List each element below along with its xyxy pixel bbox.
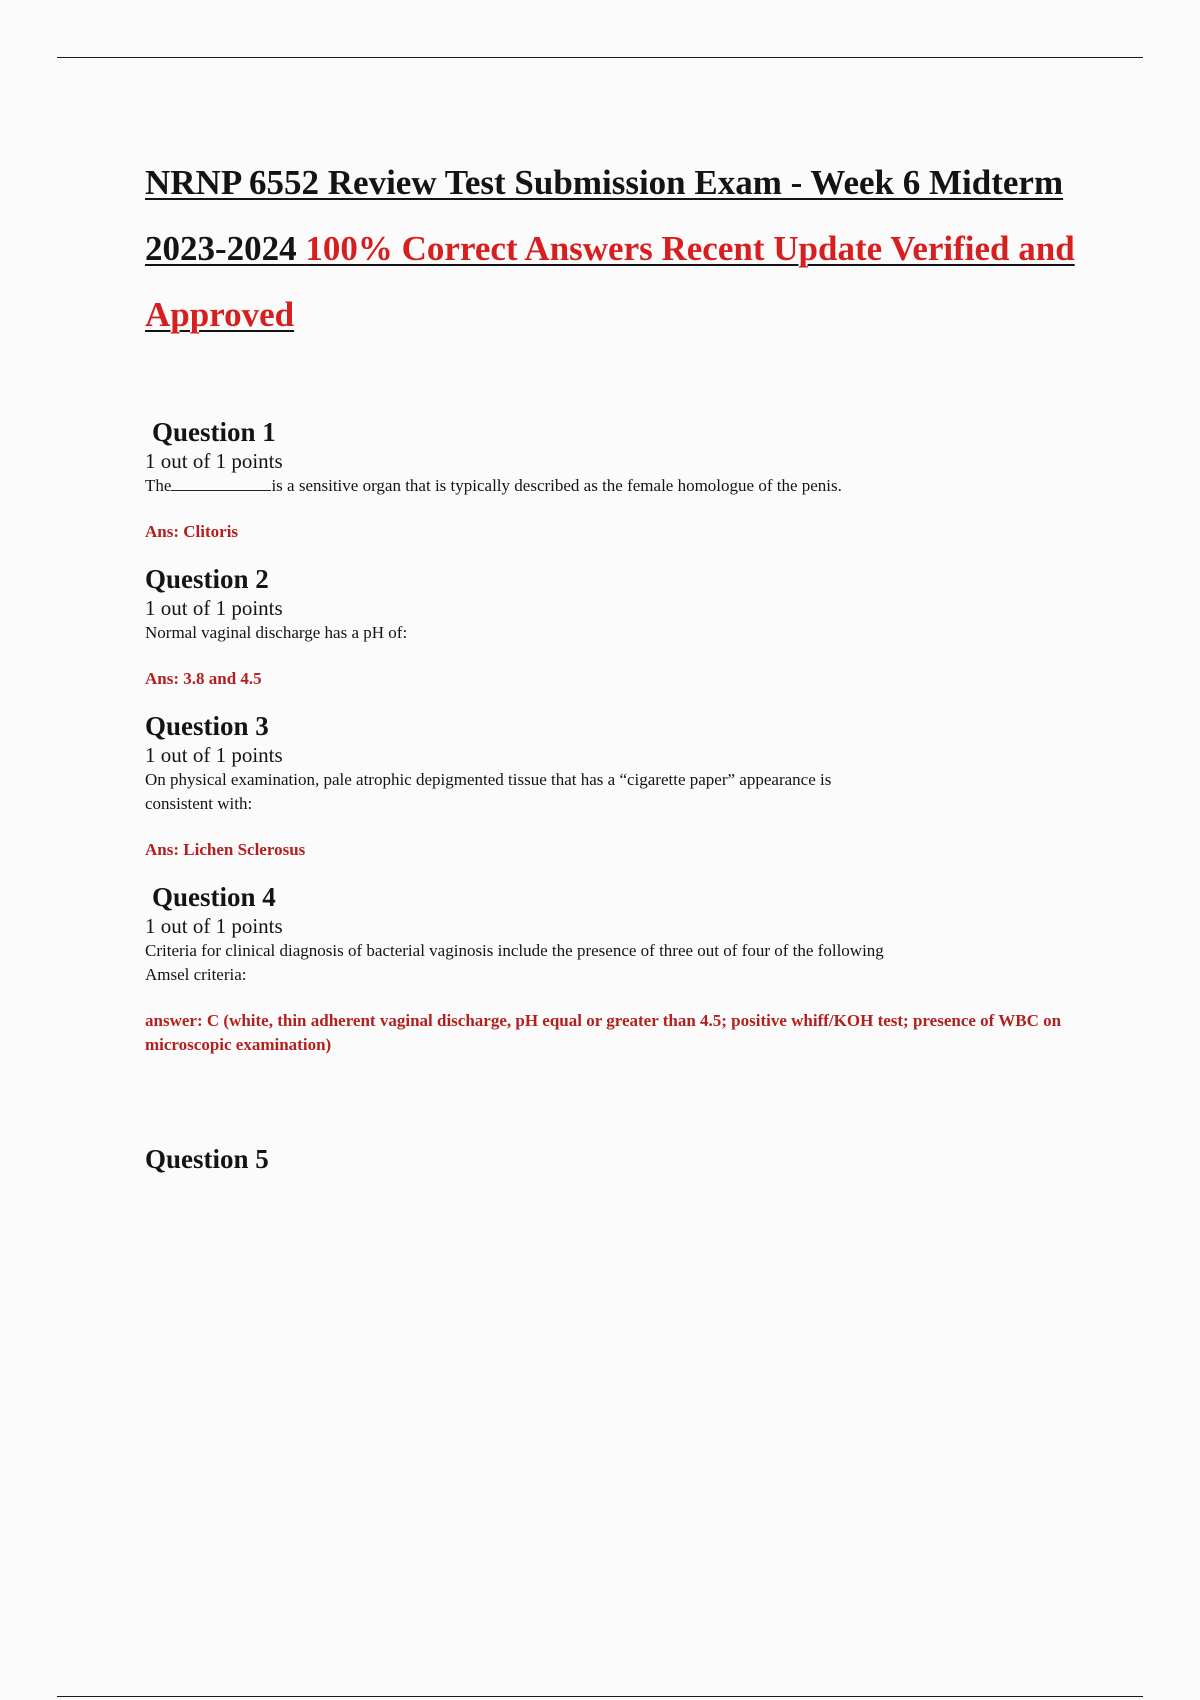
question-2-points: 1 out of 1 points bbox=[145, 596, 283, 620]
question-2-text: Normal vaginal discharge has a pH of: bbox=[145, 623, 408, 642]
question-2 bbox=[145, 563, 1075, 691]
question-1-answer: Ans: Clitoris bbox=[145, 522, 239, 541]
question-1-text-end: is a sensitive organ that is typically described as the female homologue of the penis. bbox=[271, 476, 842, 495]
question-3-heading: Question 3 bbox=[145, 711, 269, 741]
title-black-text: NRNP 6552 Review Test Submission Exam - Week 6 Midterm 2023-2024 bbox=[145, 163, 1064, 268]
question-1-text bbox=[145, 474, 885, 498]
question-5 bbox=[145, 1143, 1075, 1175]
question-5-heading: Question 5 bbox=[145, 1144, 269, 1174]
question-1-text-start: The bbox=[145, 476, 172, 495]
title-red-text: 100% Correct Answers Recent Update Verified and Approved bbox=[145, 229, 1075, 334]
question-4-text: Criteria for clinical diagnosis of bacterial vaginosis include the presence of three out of four of the following Amsel criteria: bbox=[145, 941, 884, 984]
question-1-points: 1 out of 1 points bbox=[145, 449, 283, 473]
question-3-text: On physical examination, pale atrophic depigmented tissue that has a “cigarette paper” appearance is consistent with: bbox=[145, 770, 832, 813]
document-body bbox=[145, 150, 1075, 1175]
question-1-heading: Question 1 bbox=[152, 417, 276, 447]
question-3 bbox=[145, 710, 1075, 862]
bottom-rule bbox=[57, 1696, 1143, 1697]
question-4 bbox=[145, 881, 1075, 1057]
top-rule bbox=[57, 57, 1143, 58]
question-2-heading: Question 2 bbox=[145, 564, 269, 594]
question-1 bbox=[145, 416, 1075, 544]
question-4-points: 1 out of 1 points bbox=[145, 914, 283, 938]
question-4-answer: answer: C (white, thin adherent vaginal discharge, pH equal or greater than 4.5; positive whiff/KOH test; presence of WBC on microscopic examination) bbox=[145, 1011, 1062, 1054]
question-3-answer: Ans: Lichen Sclerosus bbox=[145, 840, 306, 859]
fill-in-blank bbox=[171, 474, 271, 491]
document-title bbox=[145, 150, 1075, 348]
question-4-heading: Question 4 bbox=[152, 882, 276, 912]
question-2-answer: Ans: 3.8 and 4.5 bbox=[145, 669, 262, 688]
question-3-points: 1 out of 1 points bbox=[145, 743, 283, 767]
